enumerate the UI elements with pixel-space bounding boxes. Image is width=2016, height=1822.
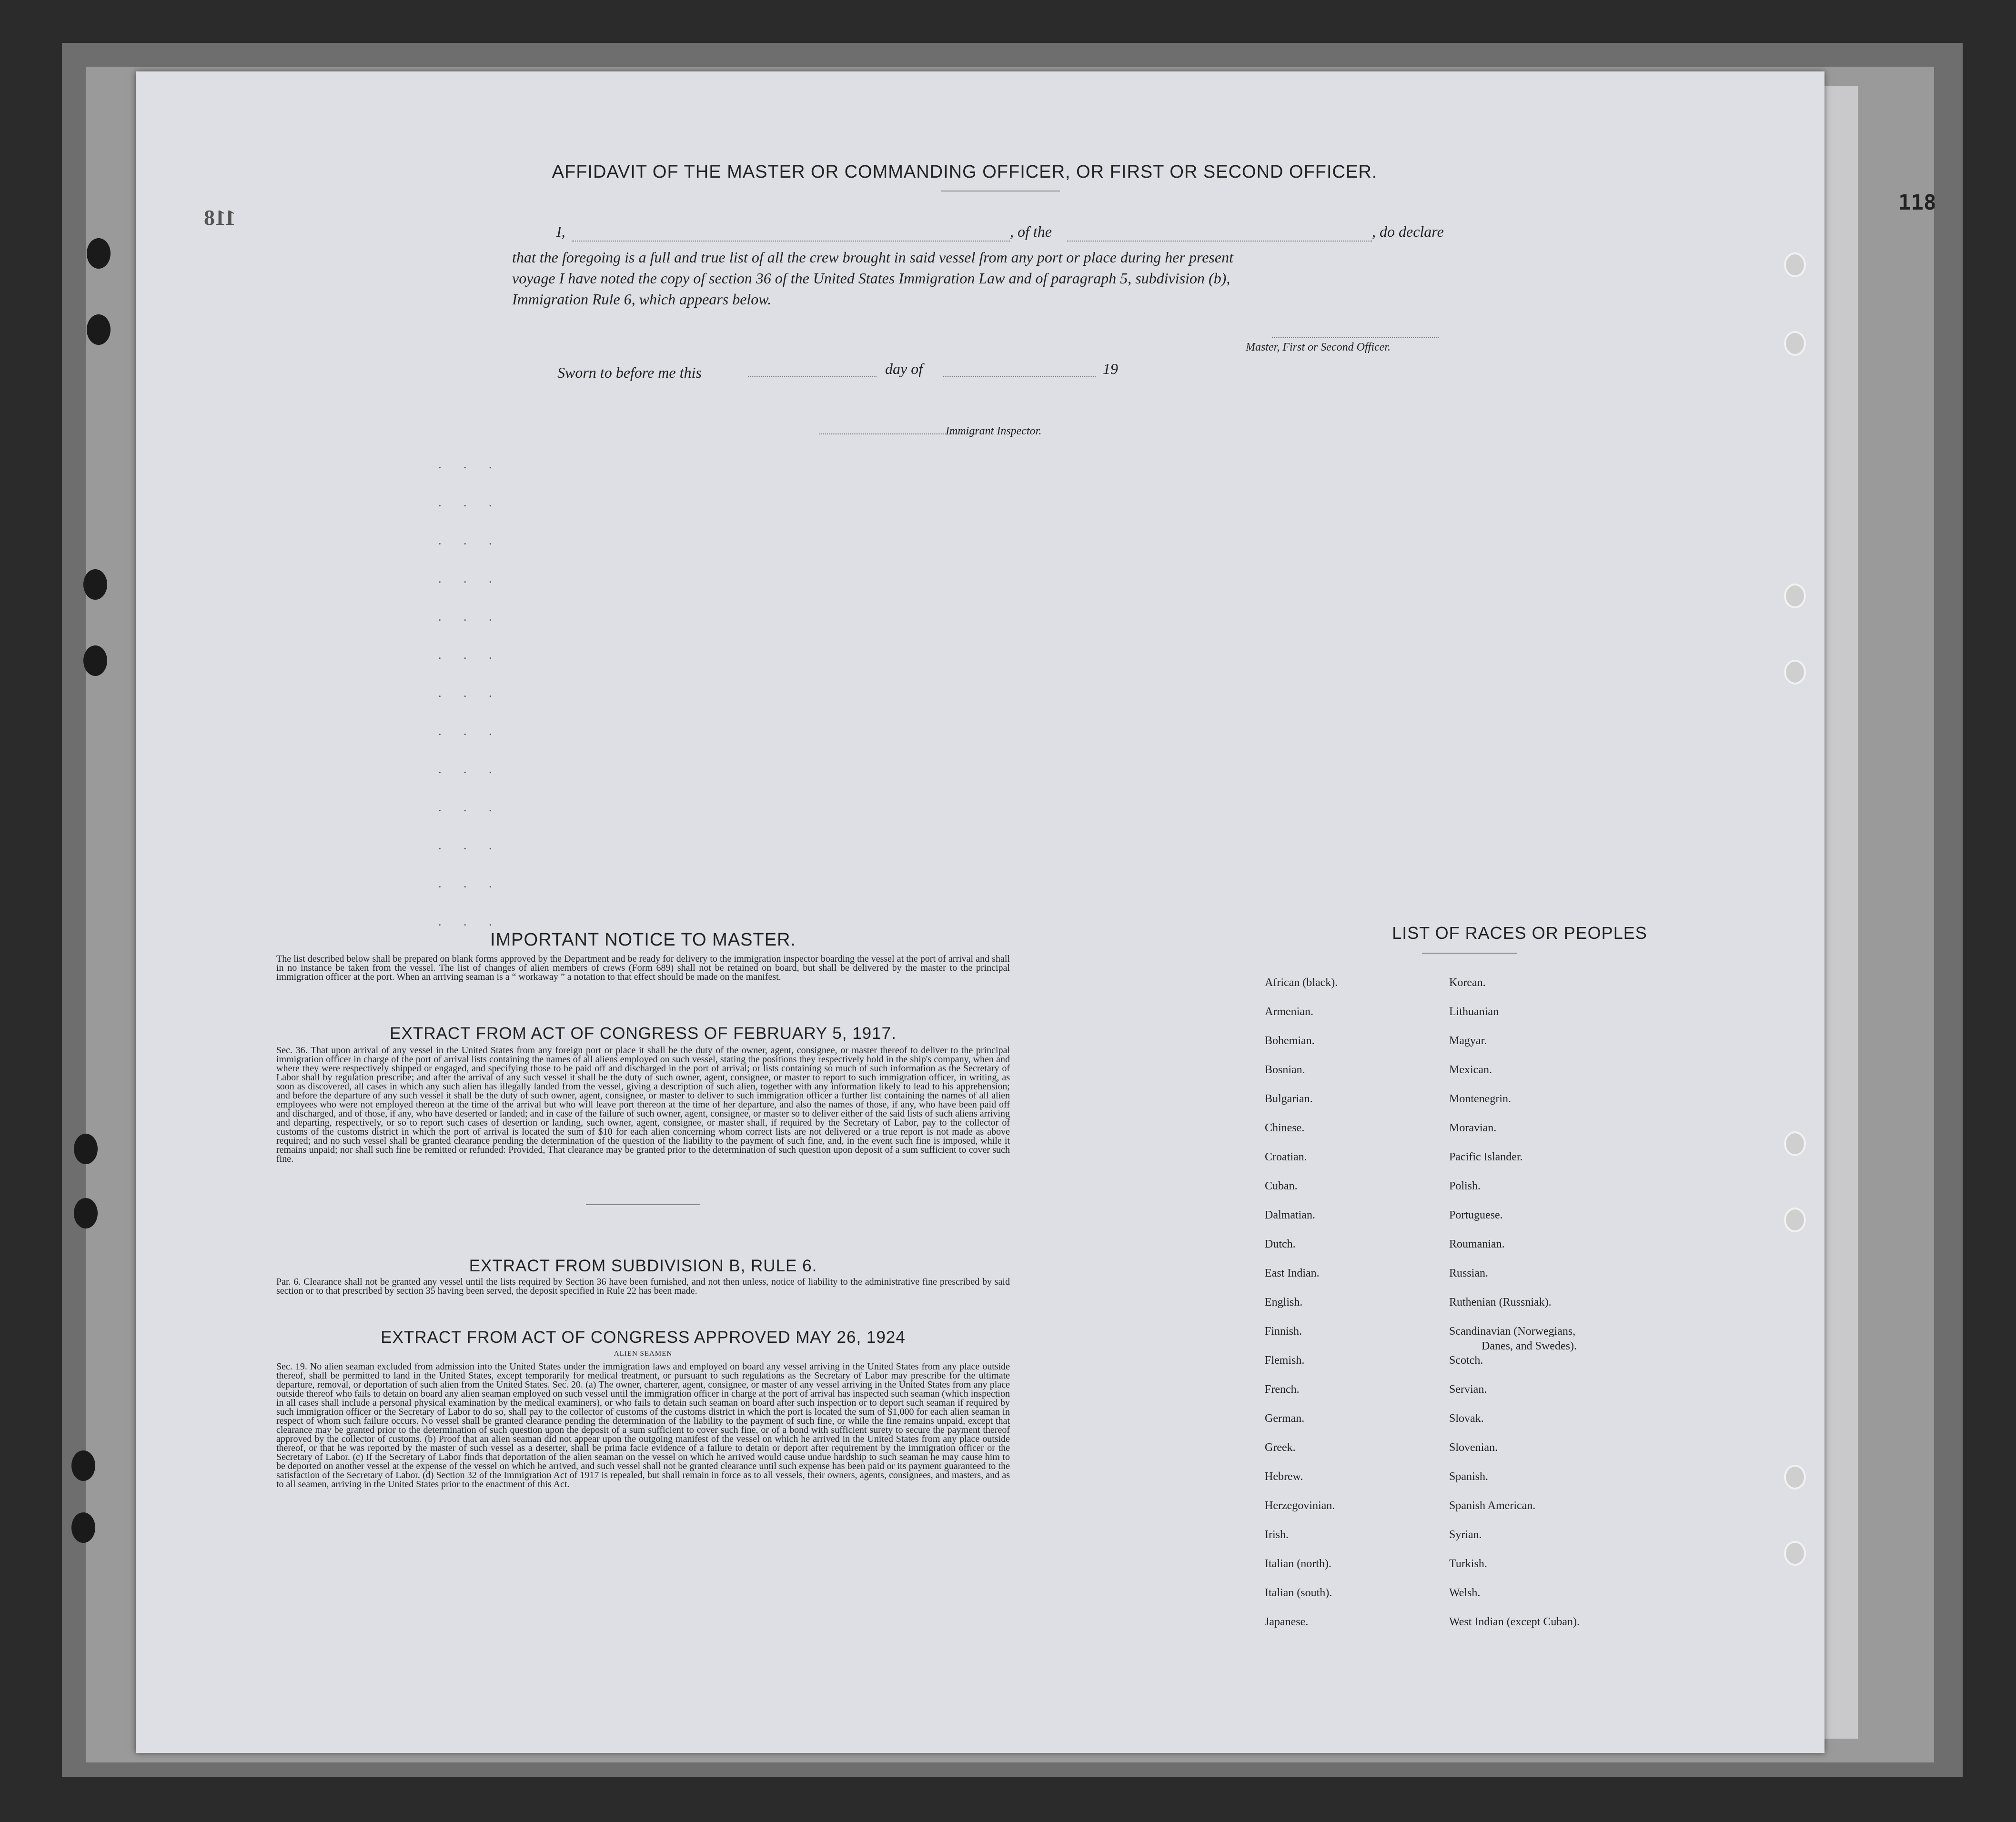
form-sheet xyxy=(136,71,1824,1753)
affidavit-line2: that the foregoing is a full and true list of all the crew brought in said vessel from any port or place during her present xyxy=(512,249,1233,266)
race-item: Japanese. xyxy=(1265,1616,1309,1628)
race-item: Roumanian. xyxy=(1449,1238,1505,1250)
day-of-text: day of xyxy=(885,360,923,377)
master-signature-line[interactable] xyxy=(1272,337,1439,338)
affidavit-line4: Immigration Rule 6, which appears below. xyxy=(512,291,772,308)
race-item: Finnish. xyxy=(1265,1325,1302,1338)
race-item: English. xyxy=(1265,1296,1303,1309)
race-item: Greek. xyxy=(1265,1441,1296,1454)
race-item: Danes, and Swedes). xyxy=(1482,1339,1577,1352)
extract2-text: Par. 6. Clearance shall not be granted any vessel until the lists required by Section 36 have been furnished, and not then unless, notice of liability to the administrative fine prescribed by said section or to that prescribed by section 35 having been served, the deposit specified in Rule 22 has been made. xyxy=(276,1277,1010,1296)
race-item: German. xyxy=(1265,1412,1305,1425)
affidavit-title: AFFIDAVIT OF THE MASTER OR COMMANDING OFFICER, OR FIRST OR SECOND OFFICER. xyxy=(552,162,1378,182)
extract1-text: Sec. 36. That upon arrival of any vessel in the United States from any foreign port or place it shall be the duty of the owner, agent, consignee, or master thereof to deliver to the principal immigration officer in charge of the port of arrival lists containing the names of all aliens employed on such vessel, stating the positions they respectively hold in the ship's company, when and where they were respectively shipped or engaged, and specifying those to be paid off and discharged in the port of arrival; or lists containing so much of such information as the Secretary of Labor shall by regulation prescribe; and after the arrival of any such vessel it shall be the duty of such owner, agent, consignee, or master to report to such immigration officer, in writing, as soon as discovered, all cases in which any such alien has illegally landed from the vessel, giving a description of such alien, together with any information likely to lead to his apprehension; and before the departure of any such vessel it shall be the duty of such owner, agent, consignee, or master to deliver to such immigration officer a further list containing the names of all alien employees who were not employed thereon at the time of the arrival but who will leave port thereon at the time of her departure, and also the names of those, if any, who have been paid off and discharged, and of those, if any, who have deserted or landed; and in case of the failure of such owner, agent, consignee, or master so to deliver either of the said lists of such aliens arriving and departing, respectively, or so to report such cases of desertion or landing, such owner, agent, consignee, or master shall, if required by the Secretary of Labor, pay to the collector of customs of the customs district in which the port of arrival is located the sum of $10 for each alien concerning whom correct lists are not delivered or a true report is not made as above required; and no such vessel shall be granted clearance pending the determination of the question of the liability to the payment of such fine, and, in the event such fine is imposed, while it remains unpaid; nor shall such fine be remitted or refunded: Provided, That clearance may be granted prior to the determination of such question upon deposit of a sum sufficient to cover such fine. xyxy=(276,1045,1010,1164)
race-item: Russian. xyxy=(1449,1267,1489,1279)
race-item: Cuban. xyxy=(1265,1180,1298,1192)
binder-hole xyxy=(83,569,107,600)
extract3-subtitle: ALIEN SEAMEN xyxy=(614,1350,673,1358)
affidavit-declare: , do declare xyxy=(1372,223,1444,240)
race-item: Slovenian. xyxy=(1449,1441,1498,1454)
race-item: Bohemian. xyxy=(1265,1035,1315,1047)
hole-reinforcement xyxy=(1784,252,1806,277)
race-item: Polish. xyxy=(1449,1180,1481,1192)
race-item: Flemish. xyxy=(1265,1354,1305,1367)
race-item: Scandinavian (Norwegians, xyxy=(1449,1325,1576,1338)
race-item: Syrian. xyxy=(1449,1529,1482,1541)
binder-hole xyxy=(83,645,107,676)
race-item: Servian. xyxy=(1449,1383,1487,1396)
inspector-signature-label: Immigrant Inspector. xyxy=(946,425,1042,437)
race-item: Armenian. xyxy=(1265,1006,1313,1018)
extract3-title: EXTRACT FROM ACT OF CONGRESS APPROVED MAY 26, 1924 xyxy=(381,1328,906,1347)
binder-hole xyxy=(71,1450,95,1481)
hole-reinforcement xyxy=(1784,584,1806,608)
faint-marks: . . . . . . . . . . . . . . . . . . . . . . . . . . . . . . . . . . . . . . . xyxy=(438,457,502,928)
race-item: Irish. xyxy=(1265,1529,1289,1541)
race-item: Mexican. xyxy=(1449,1064,1492,1076)
race-item: Hebrew. xyxy=(1265,1470,1303,1483)
race-item: African (black). xyxy=(1265,976,1338,989)
race-item: Pacific Islander. xyxy=(1449,1151,1523,1163)
race-item: Bosnian. xyxy=(1265,1064,1305,1076)
hole-reinforcement xyxy=(1784,1541,1806,1566)
race-item: Herzegovinian. xyxy=(1265,1500,1335,1512)
race-item: Portuguese. xyxy=(1449,1209,1503,1221)
race-item: Bulgarian. xyxy=(1265,1093,1313,1105)
affidavit-i: I, xyxy=(556,223,565,240)
extract2-title: EXTRACT FROM SUBDIVISION B, RULE 6. xyxy=(469,1257,817,1275)
notice-title: IMPORTANT NOTICE TO MASTER. xyxy=(490,930,796,950)
race-item: Chinese. xyxy=(1265,1122,1305,1134)
race-item: West Indian (except Cuban). xyxy=(1449,1616,1580,1628)
race-item: Scotch. xyxy=(1449,1354,1483,1367)
page-number: 118 xyxy=(1898,191,1936,215)
hole-reinforcement xyxy=(1784,1208,1806,1232)
notice-text: The list described below shall be prepared on blank forms approved by the Department and be ready for delivery to the immigration inspector boarding the vessel at the port of arrival and shall in no instance be taken from the vessel. The list of changes of alien members of crews (Form 689) shall not be retained on board, but shall be delivered by the master to the principal immigration officer at the port. When an arriving seaman is a “ workaway ” a notation to that effect should be made on the manifest. xyxy=(276,954,1010,982)
race-item: Dutch. xyxy=(1265,1238,1296,1250)
race-item: Italian (south). xyxy=(1265,1587,1332,1599)
race-item: Croatian. xyxy=(1265,1151,1307,1163)
race-item: Spanish American. xyxy=(1449,1500,1536,1512)
hole-reinforcement xyxy=(1784,1465,1806,1490)
race-item: Slovak. xyxy=(1449,1412,1484,1425)
extract3-text: Sec. 19. No alien seaman excluded from admission into the United States under the immigration laws and employed on board any vessel arriving in the United States from any place outside thereof, shall be permitted to land in the United States, except temporarily for medical treatment, or pursuant to such regulations as the Secretary of Labor may prescribe for the ultimate departure, removal, or deportation of such alien from the United States. Sec. 20. (a) The owner, charterer, agent, consignee, or master of any vessel arriving in the United States from any place outside thereof who fails to detain on board any alien seaman employed on such vessel until the immigration officer in charge at the port of arrival has inspected such seaman (which inspection in all cases shall include a personal physical examination by the medical examiners), or who fails to detain such seaman on board after such inspection or to deport such seaman if required by such immigration officer or the Secretary of Labor to do so, shall pay to the collector of customs of the customs district in which the port is located the sum of $1,000 for each alien seaman in respect of whom such failure occurs. No vessel shall be granted clearance pending the determination of the liability to the payment of such fine, or while the fine remains unpaid, except that clearance may be granted prior to the determination of such question upon the deposit of a sum sufficient to cover such fine, or of a bond with sufficient surety to secure the payment thereof approved by the collector of customs. (b) Proof that an alien seaman did not appear upon the outgoing manifest of the vessel on which he arrived in the United States from any place outside thereof, or that he was reported by the master of such vessel as a deserter, shall be prima facie evidence of a failure to detain or deport after requirement by the immigration officer or the Secretary of Labor. (c) If the Secretary of Labor finds that deportation of the alien seaman on the vessel on which he arrived would cause undue hardship to such seaman he may cause him to be deported on another vessel at the expense of the vessel on which he arrived, and such vessel shall not be granted clearance until such expense has been paid or its payment guaranteed to the satisfaction of the Secretary of Labor. (d) Section 32 of the Immigration Act of 1917 is repealed, but shall remain in force as to all vessels, their owners, agents, consignees, and masters, and as to all seamen, arriving in the United States prior to the enactment of this Act. xyxy=(276,1361,1010,1490)
hole-reinforcement xyxy=(1784,660,1806,685)
race-item: Moravian. xyxy=(1449,1122,1497,1134)
affidavit-of-the: , of the xyxy=(1010,223,1052,240)
year-prefix: 19 xyxy=(1103,360,1118,377)
race-item: Ruthenian (Russniak). xyxy=(1449,1296,1552,1309)
vessel-blank[interactable] xyxy=(1067,241,1372,242)
race-item: Magyar. xyxy=(1449,1035,1487,1047)
name-blank[interactable] xyxy=(572,241,1010,242)
race-item: Turkish. xyxy=(1449,1558,1487,1570)
binder-hole xyxy=(74,1198,98,1228)
extract1-title: EXTRACT FROM ACT OF CONGRESS OF FEBRUARY 5, 1917. xyxy=(390,1024,897,1043)
master-signature-label: Master, First or Second Officer. xyxy=(1246,341,1391,353)
sworn-month-blank[interactable] xyxy=(943,376,1096,377)
binder-hole xyxy=(71,1512,95,1543)
race-item: East Indian. xyxy=(1265,1267,1320,1279)
races-title-rule xyxy=(1422,953,1517,954)
binder-hole xyxy=(87,238,111,269)
sworn-day-blank[interactable] xyxy=(748,376,877,377)
race-item: Welsh. xyxy=(1449,1587,1481,1599)
race-item: Italian (north). xyxy=(1265,1558,1331,1570)
section-rule xyxy=(586,1204,700,1205)
hole-reinforcement xyxy=(1784,1131,1806,1156)
races-title: LIST OF RACES OR PEOPLES xyxy=(1392,923,1647,943)
sworn-text: Sworn to before me this xyxy=(557,364,702,381)
binder-hole xyxy=(74,1134,98,1164)
race-item: Korean. xyxy=(1449,976,1486,989)
bleed-through-number: 118 xyxy=(204,205,236,230)
binder-hole xyxy=(87,314,111,345)
race-item: Lithuanian xyxy=(1449,1006,1499,1018)
affidavit-line3: voyage I have noted the copy of section 36 of the United States Immigration Law and of paragraph 5, subdivision (b), xyxy=(512,270,1230,287)
race-item: Dalmatian. xyxy=(1265,1209,1315,1221)
race-item: French. xyxy=(1265,1383,1300,1396)
race-item: Spanish. xyxy=(1449,1470,1489,1483)
hole-reinforcement xyxy=(1784,331,1806,356)
race-item: Montenegrin. xyxy=(1449,1093,1511,1105)
